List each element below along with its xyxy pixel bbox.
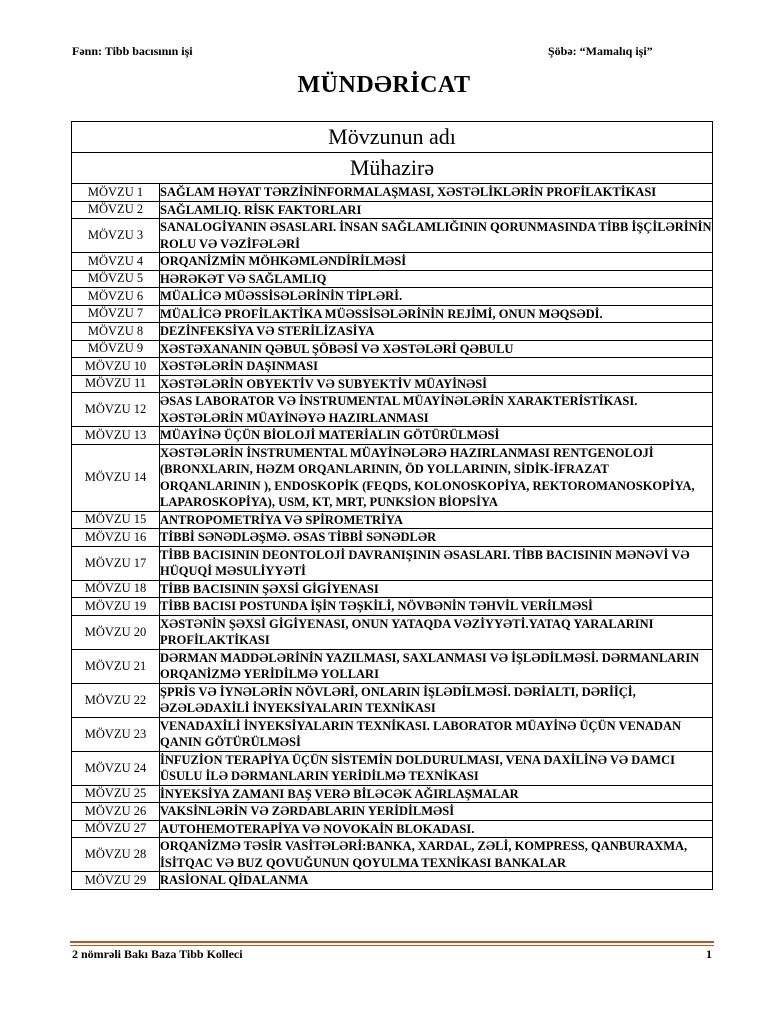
table-row	[72, 598, 713, 616]
table-row	[72, 511, 713, 529]
topic-title: ƏSAS LABORATOR VƏ İNSTRUMENTAL MÜAYİNƏLƏRİN XARAKTERİSTİKASI. XƏSTƏLƏRİN MÜAYİNƏYƏ HAZIRLANMASI	[160, 393, 713, 427]
topic-title: DEZİNFEKSİYA VƏ STERİLİZASİYA	[160, 323, 713, 341]
topic-number: MÖVZU 29	[72, 872, 160, 890]
topic-number: MÖVZU 6	[72, 288, 160, 306]
table-row	[72, 751, 713, 785]
topic-title: TİBB BACISI POSTUNDA İŞİN TƏŞKİLİ, NÖVBƏNİN TƏHVİL VERİLMƏSİ	[160, 598, 713, 616]
table-row	[72, 323, 713, 341]
footer-rule-thick	[70, 941, 714, 943]
topic-title: SAĞLAMLIQ. RİSK FAKTORLARI	[160, 201, 713, 219]
table-row	[72, 305, 713, 323]
section-title-row	[72, 153, 713, 184]
table-row	[72, 427, 713, 445]
page-number: 1	[706, 947, 712, 961]
topic-number: MÖVZU 28	[72, 838, 160, 872]
topic-title: TİBBİ SƏNƏDLƏŞMƏ. ƏSAS TİBBİ SƏNƏDLƏR	[160, 529, 713, 547]
topic-title: HƏRƏKƏT VƏ SAĞLAMLIQ	[160, 270, 713, 288]
table-row	[72, 683, 713, 717]
table-row	[72, 803, 713, 821]
topic-number: MÖVZU 2	[72, 201, 160, 219]
topic-number: MÖVZU 18	[72, 580, 160, 598]
topic-title: SAĞLAM HƏYAT TƏRZİNİNFORMALAŞMASI, XƏSTƏLİKLƏRİN PROFİLAKTİKASI	[160, 184, 713, 202]
topic-number: MÖVZU 9	[72, 340, 160, 358]
topic-title: İNYEKSİYA ZAMANI BAŞ VERƏ BİLƏCƏK AĞIRLAŞMALAR	[160, 785, 713, 803]
topic-number: MÖVZU 5	[72, 270, 160, 288]
table-row	[72, 872, 713, 890]
page-title: MÜNDƏRİCAT	[297, 72, 471, 98]
table-row	[72, 270, 713, 288]
section-title: Mühazirə	[72, 153, 713, 184]
topic-title: XƏSTƏLƏRİN İNSTRUMENTAL MÜAYİNƏLƏRƏ HAZIRLANMASI RENTGENOLOJİ (BRONXLARIN, HƏZM ORQANLARININ, ÖD YOLLARININ, SİDİK-İFRAZAT ORQANLARININ ), ENDOSKOPİK (FEQDS, KOLONOSKOPİYA, REKTOROMANOSKOPİYA, LAPAROSKOPİYA), USM, KT, MRT, PUNKSİON BİOPSİYA	[160, 444, 713, 511]
topic-title: DƏRMAN MADDƏLƏRİNİN YAZILMASI, SAXLANMASI VƏ İŞLƏDİLMƏSİ. DƏRMANLARIN ORQANİZMƏ YERİDİLMƏ YOLLARI	[160, 649, 713, 683]
topic-title: MÜALİCƏ PROFİLAKTİKA MÜƏSSİSƏLƏRİNİN REJİMİ, ONUN MƏQSƏDİ.	[160, 305, 713, 323]
topic-title: ORQANİZMƏ TƏSİR VASİTƏLƏRİ:BANKA, XARDAL, ZƏLİ, KOMPRESS, QANBURAXMA, İSİTQAC VƏ BUZ QOVUĞUNUN QOYULMA TEXNİKASI BANKALAR	[160, 838, 713, 872]
topic-number: MÖVZU 8	[72, 323, 160, 341]
table-row	[72, 529, 713, 547]
table-row	[72, 340, 713, 358]
topic-number: MÖVZU 23	[72, 717, 160, 751]
table-row	[72, 785, 713, 803]
topic-title: XƏSTƏNİN ŞƏXSİ GİGİYENASI, ONUN YATAQDA VƏZİYYƏTİ.YATAQ YARALARINI PROFİLAKTİKASI	[160, 615, 713, 649]
topic-title: XƏSTƏLƏRİN DAŞINMASI	[160, 358, 713, 376]
topic-number: MÖVZU 7	[72, 305, 160, 323]
table-row	[72, 375, 713, 393]
topic-title: VAKSİNLƏRİN VƏ ZƏRDABLARIN YERİDİLMƏSİ	[160, 803, 713, 821]
topic-title: XƏSTƏXANANIN QƏBUL ŞÖBƏSİ VƏ XƏSTƏLƏRİ QƏBULU	[160, 340, 713, 358]
table-row	[72, 615, 713, 649]
topic-title: MÜALİCƏ MÜƏSSİSƏLƏRİNİN TİPLƏRİ.	[160, 288, 713, 306]
topic-title: RASİONAL QİDALANMA	[160, 872, 713, 890]
topic-number: MÖVZU 22	[72, 683, 160, 717]
topic-number: MÖVZU 24	[72, 751, 160, 785]
topic-title: ŞPRİS VƏ İYNƏLƏRİN NÖVLƏRİ, ONLARIN İŞLƏDİLMƏSİ. DƏRİALTI, DƏRİİÇİ, ƏZƏLƏDAXİLİ İNYEKSİYALARIN TEXNİKASI	[160, 683, 713, 717]
topic-number: MÖVZU 27	[72, 820, 160, 838]
table-row	[72, 838, 713, 872]
table-row	[72, 649, 713, 683]
table-row	[72, 219, 713, 253]
table-row	[72, 358, 713, 376]
table-row	[72, 393, 713, 427]
topic-number: MÖVZU 25	[72, 785, 160, 803]
table-row	[72, 253, 713, 271]
topic-title: ANTROPOMETRİYA VƏ SPİROMETRİYA	[160, 511, 713, 529]
topic-number: MÖVZU 10	[72, 358, 160, 376]
topic-number: MÖVZU 4	[72, 253, 160, 271]
table-row	[72, 444, 713, 511]
topic-number: MÖVZU 13	[72, 427, 160, 445]
topic-title: XƏSTƏLƏRİN OBYEKTİV VƏ SUBYEKTİV MÜAYİNƏSİ	[160, 375, 713, 393]
topic-number: MÖVZU 20	[72, 615, 160, 649]
topic-number: MÖVZU 1	[72, 184, 160, 202]
table-row	[72, 820, 713, 838]
topic-number: MÖVZU 11	[72, 375, 160, 393]
column-title: Mövzunun adı	[72, 122, 713, 153]
footer-rule-thin	[70, 945, 714, 946]
topic-title: SANALOGİYANIN ƏSASLARI. İNSAN SAĞLAMLIĞININ QORUNMASINDA TİBB İŞÇİLƏRİNİN ROLU VƏ VƏZİFƏLƏRİ	[160, 220, 712, 251]
table-row	[72, 717, 713, 751]
topic-number: MÖVZU 26	[72, 803, 160, 821]
topic-number: MÖVZU 12	[72, 393, 160, 427]
topic-title: AUTOHEMOTERAPİYA VƏ NOVOKAİN BLOKADASI.	[160, 820, 713, 838]
topic-title: İNFUZİON TERAPİYA ÜÇÜN SİSTEMİN DOLDURULMASI, VENA DAXİLİNƏ VƏ DAMCI ÜSULU İLƏ DƏRMANLARIN YERİDİLMƏ TEXNİKASI	[160, 751, 713, 785]
topic-number: MÖVZU 17	[72, 546, 160, 580]
topic-number: MÖVZU 3	[72, 219, 160, 253]
topic-title: VENADAXİLİ İNYEKSİYALARIN TEXNİKASI. LABORATOR MÜAYİNƏ ÜÇÜN VENADAN QANIN GÖTÜRÜLMƏSİ	[160, 717, 713, 751]
department-header: Şöbə: “Mamalıq işi”	[548, 44, 653, 58]
topic-number: MÖVZU 14	[72, 444, 160, 511]
topic-number: MÖVZU 19	[72, 598, 160, 616]
topic-number: MÖVZU 16	[72, 529, 160, 547]
topic-title: MÜAYİNƏ ÜÇÜN BİOLOJİ MATERİALIN GÖTÜRÜLMƏSİ	[160, 427, 713, 445]
topic-title: TİBB BACISININ ŞƏXSİ GİGİYENASI	[160, 580, 713, 598]
table-row	[72, 288, 713, 306]
table-row	[72, 580, 713, 598]
topic-number: MÖVZU 15	[72, 511, 160, 529]
subject-header: Fənn: Tibb bacısının işi	[72, 44, 193, 58]
topic-number: MÖVZU 21	[72, 649, 160, 683]
topic-title: TİBB BACISININ DEONTOLOJİ DAVRANIŞININ ƏSASLARI. TİBB BACISININ MƏNƏVİ VƏ HÜQUQİ MƏSULİYYƏTİ	[160, 546, 713, 580]
column-title-row	[72, 122, 713, 153]
table-row	[72, 201, 713, 219]
table-row	[72, 546, 713, 580]
contents-table	[71, 121, 713, 890]
footer-institution: 2 nömrəli Bakı Baza Tibb Kolleci	[72, 947, 243, 961]
topic-title: ORQANİZMİN MÖHKƏMLƏNDİRİLMƏSİ	[160, 253, 713, 271]
table-row	[72, 184, 713, 202]
